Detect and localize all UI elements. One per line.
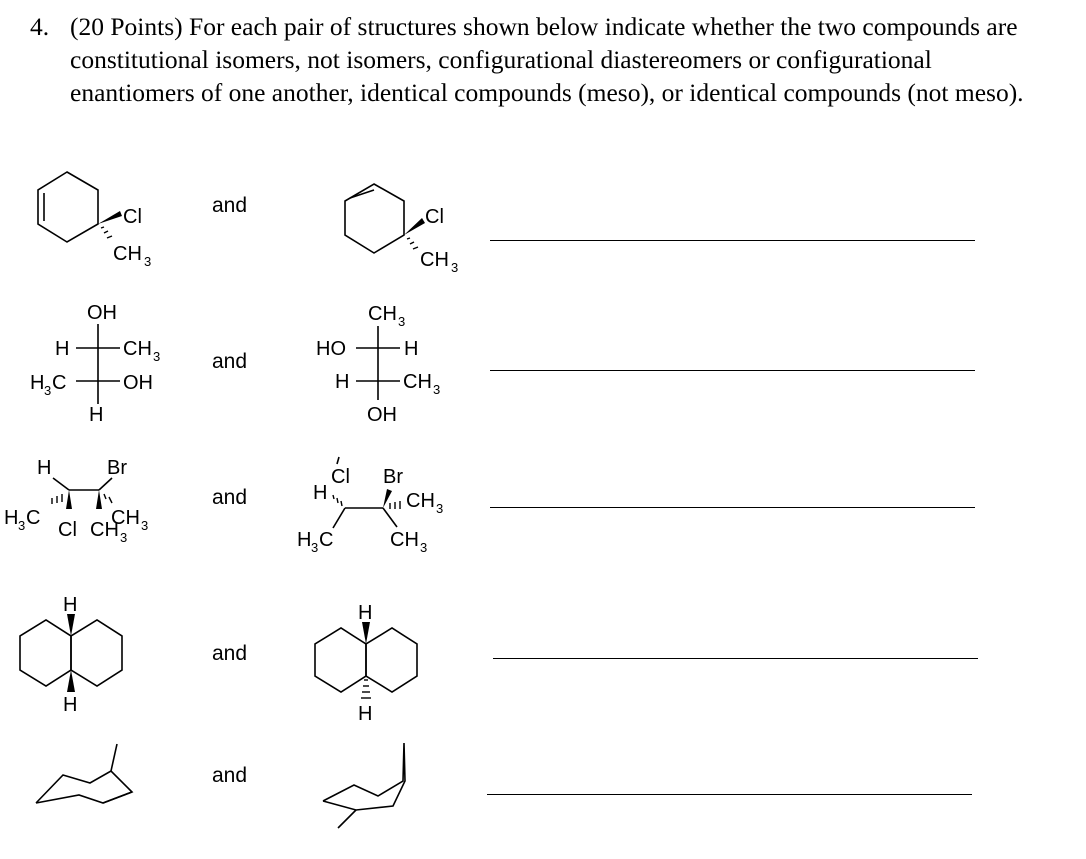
structure-1-left (38, 172, 98, 242)
atom-oh: OH (367, 404, 397, 426)
atom-ch3: CH (406, 490, 435, 512)
and-label-2: and (212, 350, 248, 373)
atom-ch3: CH (390, 529, 419, 551)
atom-h: H (358, 703, 373, 725)
wedge-bond-3a (66, 490, 72, 509)
atom-ch3: CH (368, 303, 397, 325)
atom-oh: OH (123, 372, 153, 394)
hash-bond-3a (52, 494, 62, 504)
question-text: (20 Points) For each pair of structures shown below indicate whether the two compounds are constitutional isomers, not isomers, configurational diastereomers or configurational enantiomers of one another, identical compounds (meso), or identical compounds (not meso). (70, 12, 1024, 107)
wedge-bond-4a (67, 614, 75, 636)
subscript-3: 3 (144, 254, 152, 269)
atom-h3c-h: H (30, 372, 45, 394)
structure-5-right (323, 743, 405, 828)
wedge-bond-3b (96, 490, 102, 509)
atom-br: Br (107, 457, 127, 479)
atom-h: H (89, 404, 104, 426)
atom-cl: Cl (123, 206, 142, 228)
atom-h3c-c: C (26, 507, 41, 529)
wedge-bond-4c (362, 622, 370, 644)
atom-ho: HO (316, 338, 346, 360)
subscript-3: 3 (433, 382, 441, 397)
subscript-3: 3 (120, 530, 128, 545)
wedge-bond-1b (404, 218, 425, 235)
hash-bond-4 (361, 680, 371, 698)
subscript-3: 3 (311, 540, 319, 555)
and-label-4: and (212, 642, 248, 665)
atom-ch3: CH (90, 519, 119, 541)
atom-ch3: CH (113, 243, 142, 265)
atom-oh: OH (87, 302, 117, 324)
atom-ch3: CH (420, 249, 449, 271)
atom-h: H (37, 457, 52, 479)
hash-bond-1a (101, 227, 112, 238)
atom-br: Br (383, 466, 403, 488)
and-label-5: and (212, 764, 248, 787)
atom-h: H (63, 594, 78, 616)
atom-h3c-h: H (297, 529, 312, 551)
atom-cl: Cl (58, 519, 77, 541)
atom-h: H (63, 694, 78, 716)
atom-h: H (313, 482, 328, 504)
subscript-3: 3 (436, 501, 444, 516)
atom-h: H (358, 602, 373, 624)
atom-h: H (404, 338, 419, 360)
atom-cl: Cl (331, 466, 350, 488)
hash-bond-3d (390, 501, 400, 509)
atom-ch3: CH (111, 507, 140, 529)
and-label-3: and (212, 486, 248, 509)
wedge-bond-4b (67, 670, 75, 692)
hash-bond-3b (104, 494, 112, 503)
atom-h: H (335, 371, 350, 393)
atom-h3c-c: C (319, 529, 334, 551)
question-number: 4. (30, 12, 50, 41)
atom-h: H (55, 338, 70, 360)
atom-ch3: CH (403, 371, 432, 393)
atom-h3c-h: H (4, 507, 19, 529)
subscript-3: 3 (18, 518, 26, 533)
hash-bond-1b (407, 238, 418, 249)
subscript-3: 3 (420, 540, 428, 555)
structure-3-left (53, 478, 112, 490)
subscript-3: 3 (153, 349, 161, 364)
wedge-bond-1a (98, 211, 122, 224)
hash-bond-3c (333, 495, 342, 506)
subscript-3: 3 (398, 314, 406, 329)
atom-ch3: CH (123, 338, 152, 360)
and-label-1: and (212, 194, 248, 217)
structure-5-left (36, 744, 132, 803)
subscript-3: 3 (44, 383, 52, 398)
atom-cl: Cl (425, 206, 444, 228)
subscript-3: 3 (141, 518, 149, 533)
structure-1-right (345, 184, 404, 253)
structure-2-left (76, 324, 120, 404)
structure-2-right (356, 326, 400, 400)
atom-h3c-c: C (52, 372, 67, 394)
subscript-3: 3 (451, 260, 459, 275)
